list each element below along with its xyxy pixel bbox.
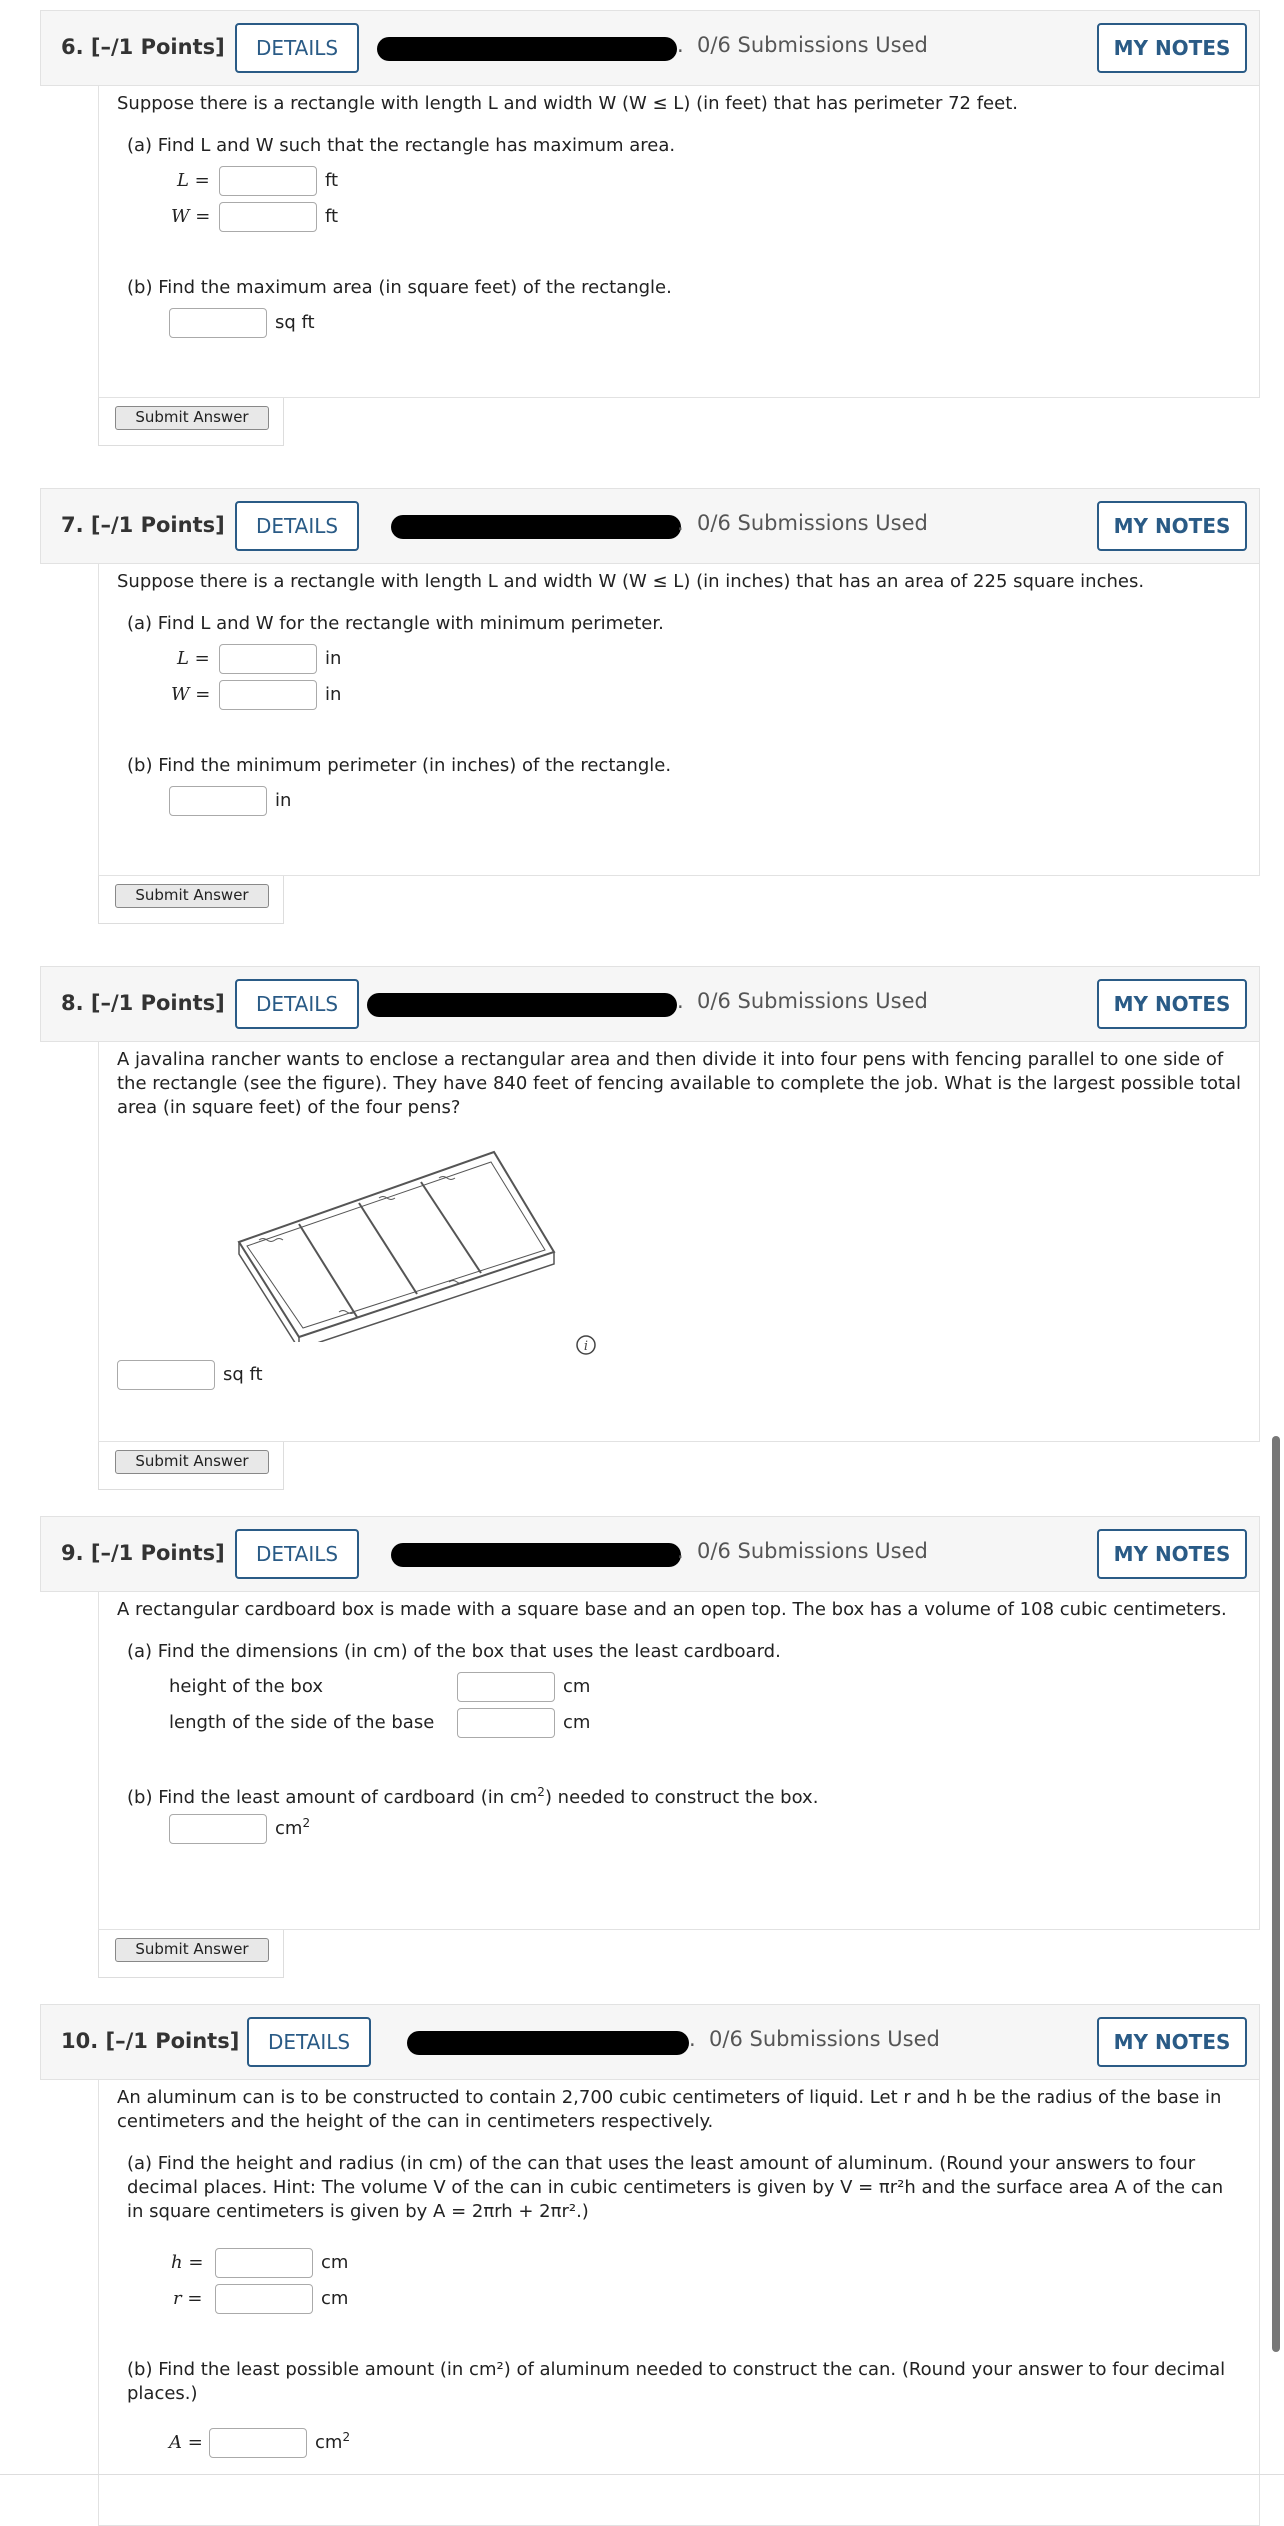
details-button[interactable]: DETAILS bbox=[235, 1529, 359, 1579]
submit-answer-button[interactable]: Submit Answer bbox=[115, 1938, 269, 1962]
info-icon[interactable] bbox=[575, 1334, 597, 1356]
part-b-text: (b) Find the least amount of cardboard (in $cm^2$) needed to construct the box. bbox=[127, 1785, 819, 1808]
unit-label: cm bbox=[563, 1712, 591, 1733]
answer-input-perimeter[interactable] bbox=[169, 786, 267, 816]
answer-label-w: W = bbox=[171, 206, 211, 227]
submit-answer-button[interactable]: Submit Answer bbox=[115, 1450, 269, 1474]
answer-label-h: h = bbox=[171, 2252, 204, 2273]
part-b-text: (b) Find the minimum perimeter (in inches) of the rectangle. bbox=[127, 755, 672, 776]
question-number: 6. [–/1 Points] bbox=[61, 35, 225, 59]
my-notes-button[interactable]: MY NOTES bbox=[1097, 2017, 1247, 2067]
submissions-used: . 0/6 Submissions Used bbox=[689, 2027, 940, 2051]
my-notes-button[interactable]: MY NOTES bbox=[1097, 979, 1247, 1029]
answer-input-cardboard[interactable] bbox=[169, 1814, 267, 1844]
question-header bbox=[40, 10, 1260, 86]
question-body bbox=[98, 564, 1260, 876]
details-button[interactable]: DETAILS bbox=[247, 2017, 371, 2067]
question-body bbox=[98, 2080, 1260, 2526]
part-b-text: (b) Find the maximum area (in square feet) of the rectangle. bbox=[127, 277, 672, 298]
question-text: A rectangular cardboard box is made with a square base and an open top. The box has a volume of 108 cubic centimeters. bbox=[117, 1599, 1227, 1620]
redacted-assignment-id bbox=[407, 2031, 689, 2055]
submissions-used: . 0/6 Submissions Used bbox=[677, 989, 928, 1013]
my-notes-button[interactable]: MY NOTES bbox=[1097, 1529, 1247, 1579]
unit-label: cm bbox=[563, 1676, 591, 1697]
unit-label: in bbox=[275, 790, 292, 811]
redacted-assignment-id bbox=[367, 993, 677, 1017]
unit-label: in bbox=[325, 684, 342, 705]
answer-input-a[interactable] bbox=[209, 2428, 307, 2458]
fenced-pens-figure bbox=[229, 1142, 559, 1342]
unit-label: $cm^2$ bbox=[315, 2430, 351, 2453]
submit-answer-button[interactable]: Submit Answer bbox=[115, 884, 269, 908]
unit-label: cm bbox=[321, 2288, 349, 2309]
answer-label-base-side: length of the side of the base bbox=[169, 1712, 435, 1733]
part-a-text: (a) Find the dimensions (in cm) of the box that uses the least cardboard. bbox=[127, 1641, 781, 1662]
question-body bbox=[98, 1042, 1260, 1442]
unit-label: ft bbox=[325, 170, 339, 191]
question-text: A javalina rancher wants to enclose a rectangular area and then divide it into four pens with fencing parallel to one side of the rectangle (see the figure). They have 840 feet of fencing available to complete the job. What is the largest possible total area (in square feet) of the four pens? bbox=[117, 1049, 1242, 1118]
answer-input-w[interactable] bbox=[219, 202, 317, 232]
submit-area bbox=[98, 398, 284, 446]
answer-input-base-side[interactable] bbox=[457, 1708, 555, 1738]
submit-area bbox=[98, 876, 284, 924]
submissions-used: . 0/6 Submissions Used bbox=[677, 33, 928, 57]
details-button[interactable]: DETAILS bbox=[235, 23, 359, 73]
submissions-used: . 0/6 Submissions Used bbox=[677, 1539, 928, 1563]
unit-label: sq ft bbox=[223, 1364, 263, 1385]
submit-answer-button[interactable]: Submit Answer bbox=[115, 406, 269, 430]
svg-text:i: i bbox=[583, 1339, 589, 1354]
submit-area bbox=[98, 1442, 284, 1490]
answer-label-l: L = bbox=[177, 648, 210, 669]
details-button[interactable]: DETAILS bbox=[235, 979, 359, 1029]
question-number: 7. [–/1 Points] bbox=[61, 513, 225, 537]
question-number: 10. [–/1 Points] bbox=[61, 2029, 240, 2053]
unit-label: sq ft bbox=[275, 312, 315, 333]
unit-label: in bbox=[325, 648, 342, 669]
details-button[interactable]: DETAILS bbox=[235, 501, 359, 551]
question-text: Suppose there is a rectangle with length L and width W (W ≤ L) (in feet) that has perimeter 72 feet. bbox=[117, 93, 1018, 114]
submit-area bbox=[98, 1930, 284, 1978]
divider bbox=[0, 2474, 1284, 2475]
scrollbar[interactable] bbox=[1272, 1436, 1280, 2352]
redacted-assignment-id bbox=[391, 1543, 681, 1567]
question-text: An aluminum can is to be constructed to contain 2,700 cubic centimeters of liquid. Let r and h be the radius of the base in centimeters and the height of the can in centimeters respectively. bbox=[117, 2087, 1222, 2132]
question-number: 9. [–/1 Points] bbox=[61, 1541, 225, 1565]
question-body bbox=[98, 86, 1260, 398]
question-body bbox=[98, 1592, 1260, 1930]
answer-label-w: W = bbox=[171, 684, 211, 705]
question-header bbox=[40, 2004, 1260, 2080]
submissions-used: . 0/6 Submissions Used bbox=[677, 511, 928, 535]
question-text: Suppose there is a rectangle with length L and width W (W ≤ L) (in inches) that has an area of 225 square inches. bbox=[117, 571, 1145, 592]
my-notes-button[interactable]: MY NOTES bbox=[1097, 23, 1247, 73]
unit-label: cm bbox=[321, 2252, 349, 2273]
question-number: 8. [–/1 Points] bbox=[61, 991, 225, 1015]
part-a-text: (a) Find L and W such that the rectangle has maximum area. bbox=[127, 135, 676, 156]
unit-label: ft bbox=[325, 206, 339, 227]
answer-input-l[interactable] bbox=[219, 166, 317, 196]
answer-input-height[interactable] bbox=[457, 1672, 555, 1702]
answer-label-a: A = bbox=[169, 2432, 203, 2453]
my-notes-button[interactable]: MY NOTES bbox=[1097, 501, 1247, 551]
question-header bbox=[40, 966, 1260, 1042]
answer-input-area[interactable] bbox=[169, 308, 267, 338]
unit-label: $cm^2$ bbox=[275, 1816, 311, 1839]
question-header bbox=[40, 488, 1260, 564]
part-a-text: (a) Find L and W for the rectangle with minimum perimeter. bbox=[127, 613, 664, 634]
answer-input-w[interactable] bbox=[219, 680, 317, 710]
question-header bbox=[40, 1516, 1260, 1592]
answer-input-h[interactable] bbox=[215, 2248, 313, 2278]
answer-input-l[interactable] bbox=[219, 644, 317, 674]
redacted-assignment-id bbox=[377, 37, 677, 61]
answer-input-area[interactable] bbox=[117, 1360, 215, 1390]
answer-input-r[interactable] bbox=[215, 2284, 313, 2314]
part-b-text: (b) Find the least possible amount (in cm²) of aluminum needed to construct the can. (Round your answer to four decimal places.) bbox=[127, 2359, 1226, 2404]
answer-label-r: r = bbox=[173, 2288, 203, 2309]
part-a-text: (a) Find the height and radius (in cm) of the can that uses the least amount of aluminum. (Round your answers to four decimal places. Hint: The volume V of the can in cubic centimeters is given by V = πr²h and the surface area A of the can in square centimeters is given by A = 2πrh + 2πr².) bbox=[127, 2153, 1224, 2222]
redacted-assignment-id bbox=[391, 515, 681, 539]
answer-label-l: L = bbox=[177, 170, 210, 191]
answer-label-height: height of the box bbox=[169, 1676, 323, 1697]
